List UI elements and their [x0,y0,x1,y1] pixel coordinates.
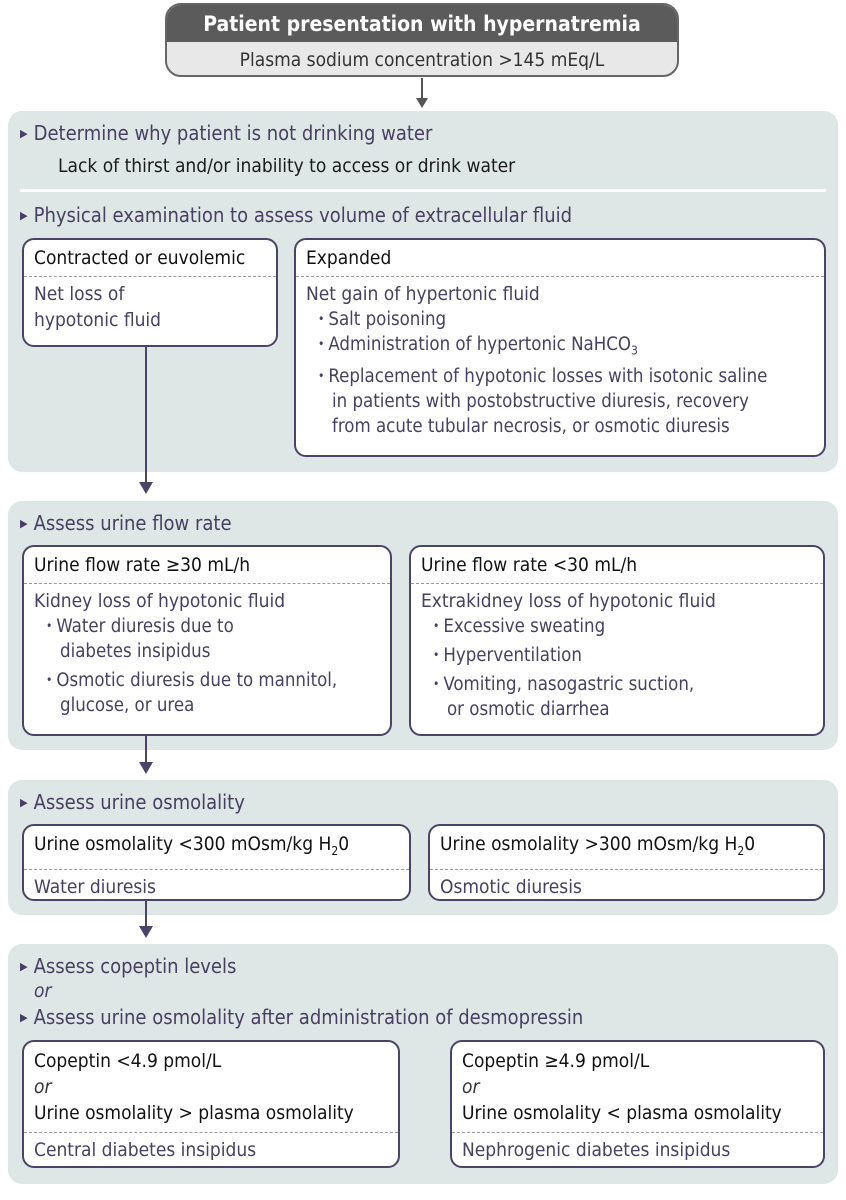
step-physical-exam: ▶ Physical examination to assess volume of extracellular fluid [20,203,573,227]
list-item: • Water diuresis due to diabetes insipidus [34,614,380,664]
card-osm-low [22,824,411,901]
card-title: Net gain of hypertonic fluid [306,283,540,305]
section-divider [20,189,826,192]
presentation-subtitle: Plasma sodium concentration >145 mEq/L [239,48,605,71]
card-head: Urine osmolality <300 mOsm/kg $H_20$ [24,826,409,870]
step-copeptin: ▶ Assess copeptin levels [20,954,237,978]
card-head: Urine flow rate <30 mL/h [411,547,823,584]
connector-arrow-head [139,482,153,494]
step-why-not-drinking-detail: Lack of thirst and/or inability to access or drink water [58,155,516,177]
list-item: • Replacement of hypotonic losses with isotonic saline in patients with postobstructive diuresis, recovery from acute tubular necrosis, or osmotic diuresis [306,364,814,439]
card-contracted-euvolemic [22,238,278,347]
card-title: Central diabetes insipidus [34,1139,257,1161]
connector-arrow-head [139,926,153,938]
list-item: • Salt poisoning [306,307,814,332]
step-urine-osmolality: ▶ Assess urine osmolality [20,790,245,814]
connector-arrow-shaft [145,901,147,926]
presentation-title: Patient presentation with hypernatremia [167,5,677,42]
card-head: Contracted or euvolemic [24,240,276,277]
card-flow-low [409,545,825,736]
list-item: • Excessive sweating [421,614,813,639]
card-head: Urine flow rate ≥30 mL/h [24,547,390,584]
card-osm-high [428,824,825,901]
card-expanded [294,238,826,457]
list-item: • Vomiting, nasogastric suction, or osmotic diarrhea [421,672,813,722]
connector-arrow-shaft [145,736,147,762]
card-title: Extrakidney loss of hypotonic fluid [421,590,716,612]
connector-arrow-shaft [421,78,423,100]
card-nephrogenic-di [450,1040,825,1168]
list-item: • Administration of hypertonic NaHCO$_3$ [306,332,814,364]
card-head: Urine osmolality >300 mOsm/kg $H_20$ [430,826,823,870]
step-urine-flow: ▶ Assess urine flow rate [20,511,232,535]
card-head: Copeptin <4.9 pmol/L or Urine osmolality > plasma osmolality [24,1042,398,1133]
step-desmopressin: ▶ Assess urine osmolality after administration of desmopressin [20,1005,584,1029]
connector-arrow-head [139,762,153,774]
card-flow-high [22,545,392,736]
presentation-box [165,3,679,77]
connector-arrow-shaft [145,347,147,482]
or-label: or [34,980,52,1002]
step-why-not-drinking: ▶ Determine why patient is not drinking water [20,121,433,145]
card-title: Net loss of hypotonic fluid [34,283,162,331]
list-item: • Osmotic diuresis due to mannitol, glucose, or urea [34,668,380,718]
card-title: Water diuresis [34,875,156,898]
card-title: Osmotic diuresis [440,875,582,898]
card-title: Kidney loss of hypotonic fluid [34,590,286,612]
card-central-di [22,1040,400,1168]
card-title: Nephrogenic diabetes insipidus [462,1139,731,1161]
list-item: • Hyperventilation [421,643,813,668]
card-head: Copeptin ≥4.9 pmol/L or Urine osmolality < plasma osmolality [452,1042,823,1133]
connector-arrow-head [416,98,428,108]
card-head: Expanded [296,240,824,277]
